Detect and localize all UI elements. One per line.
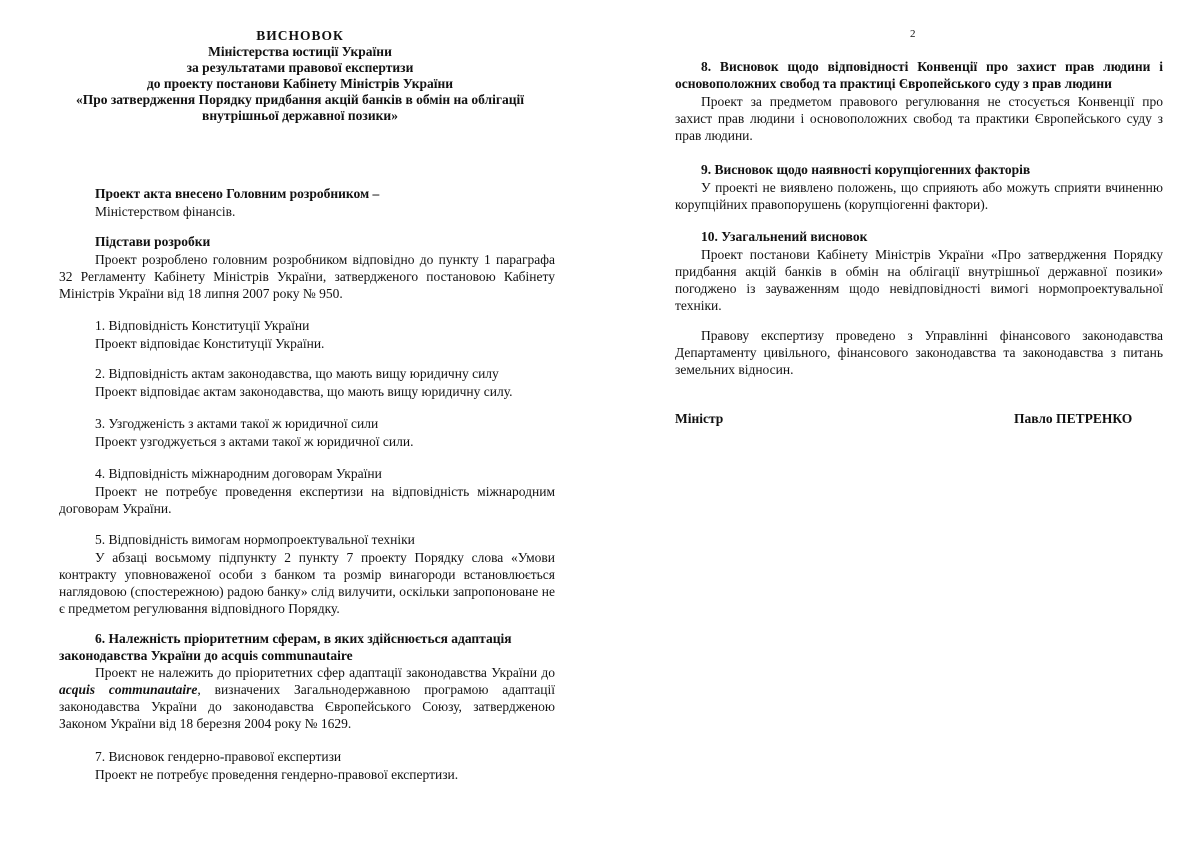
section-3-heading: 3. Узгодженість з актами такої ж юридичної сили (95, 416, 379, 431)
developer-line-2: Міністерством фінансів. (95, 204, 236, 219)
right-page (600, 0, 1200, 849)
section-5-heading: 5. Відповідність вимогам нормопроектувальної техніки (95, 532, 415, 547)
expertise-conducted-text: Правову експертизу проведено з Управлінні фінансового законодавства Департаменту цивільного, фінансового законодавства та законодавства з питань земельних відносин. (675, 328, 1163, 377)
section-1-heading: 1. Відповідність Конституції України (95, 318, 310, 333)
title-line-3: за результатами правової експертизи (186, 60, 414, 75)
basis-text: Проект розроблено головним розробником відповідно до пункту 1 параграфа 32 Регламенту Кабінету Міністрів України, затвердженого постановою Кабінету Міністрів України від 18 липня 2007 року № 950. (59, 252, 555, 301)
section-6-heading-a: 6. Належність пріоритетним сферам, в яких здійснюється адаптація (95, 631, 512, 646)
section-9-text: У проекті не виявлено положень, що сприяють або можуть сприяти вчиненню корупційних правопорушень (корупціогенні фактори). (675, 180, 1163, 212)
basis-heading: Підстави розробки (95, 234, 211, 249)
title-line-6: внутрішньої державної позики» (202, 108, 398, 123)
section-4-text: Проект не потребує проведення експертизи на відповідність міжнародним договорам України. (59, 484, 555, 516)
section-10-text: Проект постанови Кабінету Міністрів України «Про затвердження Порядку придбання акцій банків в обмін на облігації внутрішньої державної позики» погоджено із зауваженням щодо невідповідності вимогі нормопроектувальної техніки. (675, 247, 1163, 313)
section-6-text-b: , визначених Загальнодержавною програмою адаптації законодавства України до законодавства Європейського Союзу, затвердженою Законом України від 18 березня 2004 року № 1629. (59, 682, 555, 731)
section-7-heading: 7. Висновок гендерно-правової експертизи (95, 749, 342, 764)
title-line-5: «Про затвердження Порядку придбання акцій банків в обмін на облігації (75, 92, 525, 107)
section-9-heading: 9. Висновок щодо наявності корупціогенних факторів (701, 162, 1031, 177)
developer-line-1: Проект акта внесено Головним розробником – (95, 186, 380, 201)
signature-position: Міністр (675, 411, 724, 426)
section-8-text: Проект за предметом правового регулювання не стосується Конвенції про захист прав людини і основоположних свобод та практики Європейського суду з прав людини. (675, 94, 1163, 143)
title-line-2: Міністерства юстиції України (208, 44, 392, 59)
page-number: 2 (910, 28, 916, 40)
document-title (40, 28, 560, 124)
section-6-text (59, 664, 555, 732)
signature-name: Павло ПЕТРЕНКО (1014, 411, 1133, 426)
acquis-term: acquis communautaire (59, 682, 198, 697)
section-2-text: Проект відповідає актам законодавства, що мають вищу юридичну силу. (95, 384, 513, 399)
section-2-heading: 2. Відповідність актам законодавства, що мають вищу юридичну силу (95, 366, 499, 381)
section-1-text: Проект відповідає Конституції України. (95, 336, 325, 351)
section-6-heading-b: законодавства України до acquis communautaire (59, 648, 353, 663)
title-line-4: до проекту постанови Кабінету Міністрів України (146, 76, 454, 91)
section-7-text: Проект не потребує проведення гендерно-правової експертизи. (95, 767, 459, 782)
section-3-text: Проект узгоджується з актами такої ж юридичної сили. (95, 434, 414, 449)
title-line-1: ВИСНОВОК (256, 28, 344, 43)
section-8-heading: 8. Висновок щодо відповідності Конвенції про захист прав людини і основоположних свобод та практиці Європейського суду з прав людини (675, 59, 1163, 91)
section-5-text: У абзаці восьмому підпункту 2 пункту 7 проекту Порядку слова «Умови контракту уповноваженої особи з банком та розмір винагороди встановлюється наглядовою (спостережною) радою банку» слід вилучити, оскільки запропоноване не є предметом регулювання відповідного Порядку. (59, 550, 555, 616)
section-4-heading: 4. Відповідність міжнародним договорам України (95, 466, 382, 481)
section-10-heading: 10. Узагальнений висновок (701, 229, 868, 244)
section-6-heading (59, 630, 555, 664)
section-6-text-a: Проект не належить до пріоритетних сфер адаптації законодавства України до (95, 665, 555, 680)
